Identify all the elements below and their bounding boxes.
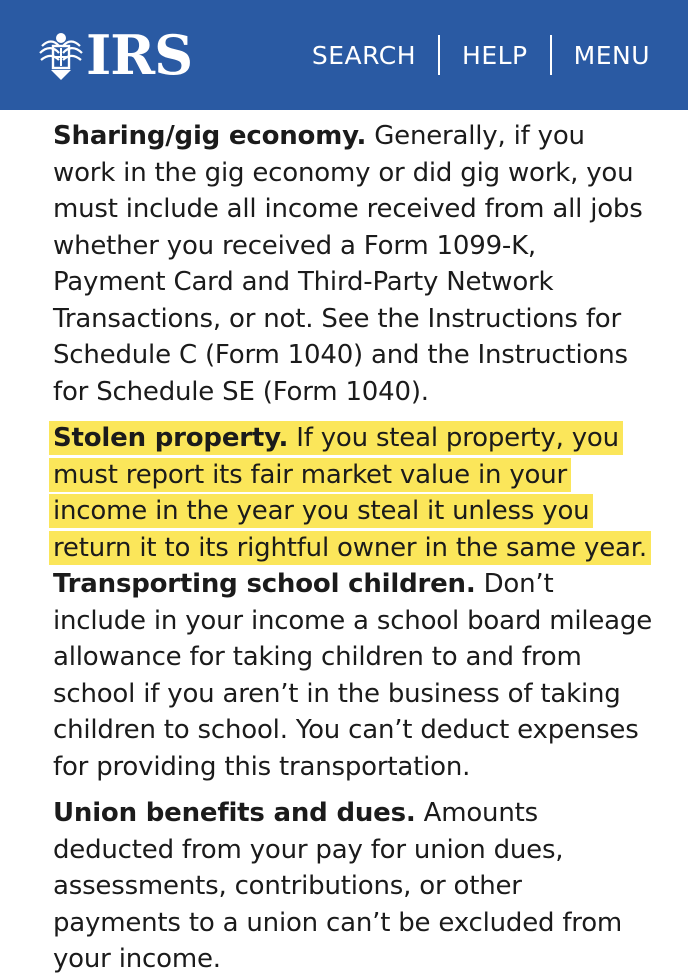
paragraph-union-benefits bbox=[53, 795, 653, 978]
highlighted-passage bbox=[49, 421, 651, 565]
nav-menu[interactable]: MENU bbox=[573, 40, 650, 70]
top-nav bbox=[312, 34, 650, 76]
eagle-seal-icon bbox=[38, 26, 84, 84]
logo-text: IRS bbox=[86, 23, 193, 87]
paragraph-text: Generally, if you work in the gig economy or did gig work, you must include all income received from all jobs whether you received a Form 1099-K, Payment Card and Third-Party Network Transactions, or not. See the Instructions for Schedule C (Form 1040) and the Instructions for Schedule SE (Form 1040). bbox=[53, 121, 643, 407]
paragraph-gig-economy bbox=[53, 118, 653, 410]
nav-divider bbox=[438, 35, 440, 75]
paragraph-stolen-property bbox=[53, 420, 653, 566]
paragraph-text: Amounts deducted from your pay for union dues, assessments, contributions, or other payments to a union can’t be excluded from your income. bbox=[53, 798, 623, 974]
article-body bbox=[53, 118, 653, 978]
paragraph-text: Don’t include in your income a school board mileage allowance for taking children to and from school if you aren’t in the business of taking children to school. You can’t deduct expenses for providing this transportation. bbox=[53, 569, 653, 782]
irs-logo[interactable] bbox=[38, 24, 192, 86]
site-header bbox=[0, 0, 688, 110]
term-heading: Stolen property. bbox=[53, 423, 289, 453]
paragraph-school-children bbox=[53, 566, 653, 785]
nav-help[interactable]: HELP bbox=[462, 40, 528, 70]
nav-search[interactable]: SEARCH bbox=[311, 40, 417, 70]
term-heading: Transporting school children. bbox=[53, 569, 476, 599]
nav-divider bbox=[550, 35, 552, 75]
term-heading: Sharing/gig economy. bbox=[53, 121, 367, 151]
paragraph-text: If you steal property, you must report its fair market value in your income in the year you steal it unless you return it to its rightful owner in the same year. bbox=[53, 423, 647, 563]
term-heading: Union benefits and dues. bbox=[53, 798, 416, 828]
